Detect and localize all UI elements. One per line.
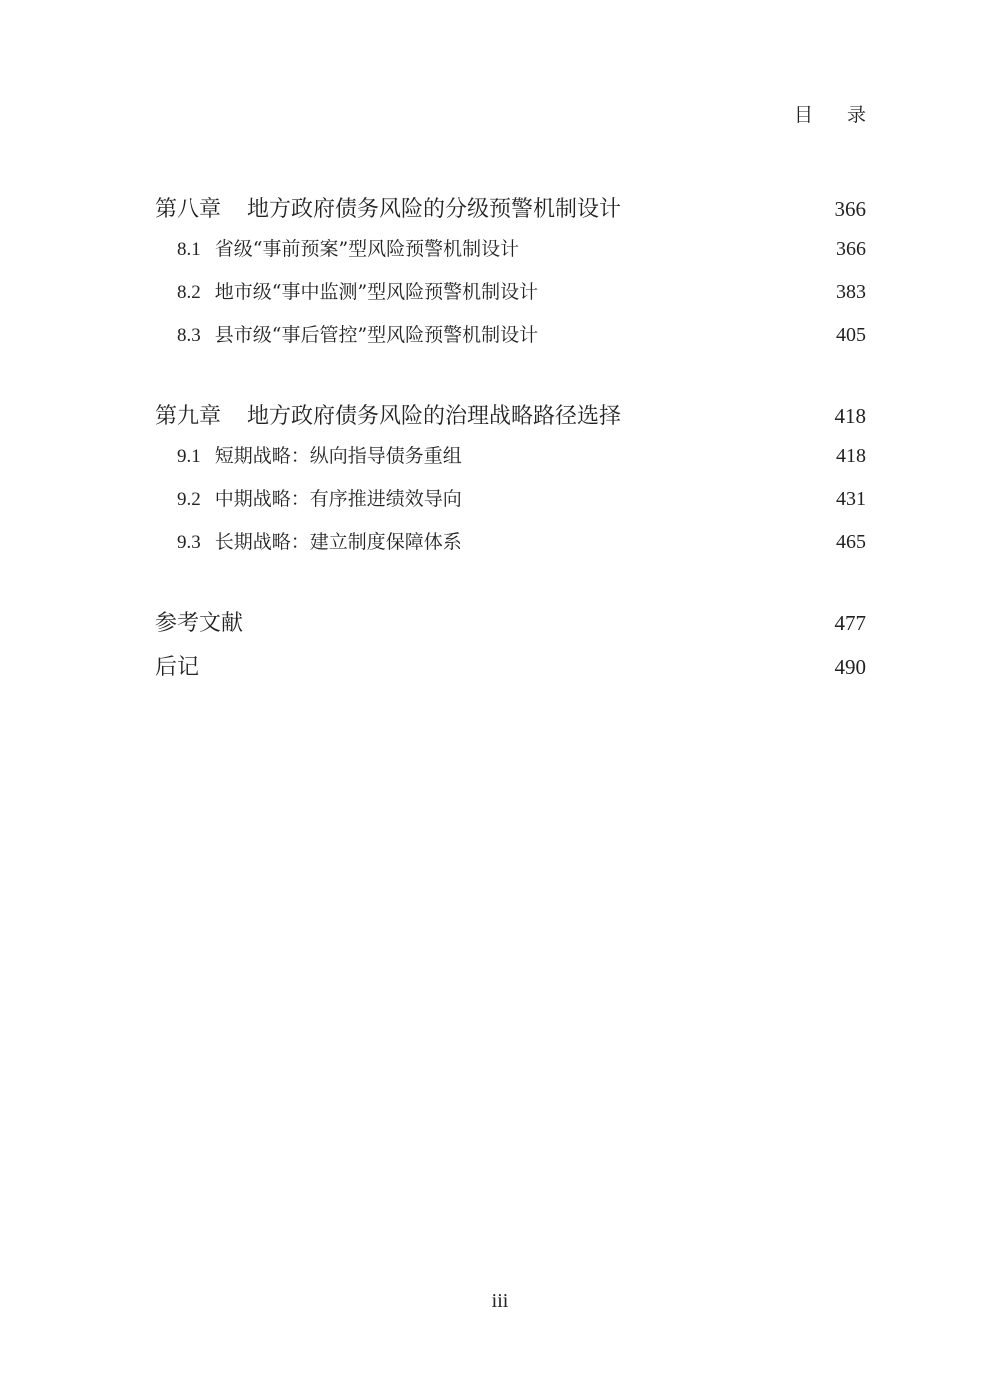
page-number: 366 bbox=[836, 238, 866, 260]
toc-section-entry[interactable] bbox=[155, 271, 866, 314]
toc-section-entry[interactable] bbox=[155, 478, 866, 521]
section-number: 8.1 bbox=[177, 239, 201, 260]
section-number: 9.2 bbox=[177, 489, 201, 510]
toc-section-entry[interactable] bbox=[155, 521, 866, 564]
page-number: 477 bbox=[834, 611, 866, 635]
toc-afterword-entry[interactable] bbox=[155, 648, 866, 686]
section-title: 短期战略：纵向指导债务重组 bbox=[214, 445, 462, 467]
toc-chapter-group bbox=[155, 397, 866, 564]
section-number: 8.3 bbox=[177, 325, 201, 346]
running-header: 目 录 bbox=[793, 104, 880, 126]
toc-section-entry[interactable] bbox=[155, 435, 866, 478]
section-title: 省级“事前预案”型风险预警机制设计 bbox=[214, 238, 520, 260]
toc-chapter-group bbox=[155, 190, 866, 357]
section-number: 9.3 bbox=[177, 532, 201, 553]
page-folio: iii bbox=[491, 1290, 509, 1312]
table-of-contents bbox=[155, 190, 866, 686]
section-title: 县市级“事后管控”型风险预警机制设计 bbox=[214, 324, 539, 346]
section-number: 8.2 bbox=[177, 282, 201, 303]
toc-chapter-entry[interactable] bbox=[155, 190, 866, 228]
page-number: 490 bbox=[834, 655, 866, 679]
toc-references-entry[interactable] bbox=[155, 604, 866, 642]
toc-chapter-entry[interactable] bbox=[155, 397, 866, 435]
chapter-title: 地方政府债务风险的分级预警机制设计 bbox=[247, 197, 622, 222]
page-number: 418 bbox=[834, 404, 866, 428]
page-number: 431 bbox=[836, 488, 866, 510]
toc-section-entry[interactable] bbox=[155, 228, 866, 271]
page-number: 418 bbox=[836, 445, 866, 467]
toc-section-entry[interactable] bbox=[155, 314, 866, 357]
references-title: 参考文献 bbox=[155, 611, 244, 636]
page-number: 465 bbox=[836, 531, 866, 553]
chapter-title: 地方政府债务风险的治理战略路径选择 bbox=[247, 404, 622, 429]
toc-back-matter bbox=[155, 604, 866, 686]
page-number: 405 bbox=[836, 324, 866, 346]
section-title: 中期战略：有序推进绩效导向 bbox=[214, 488, 462, 510]
chapter-number: 第九章 bbox=[155, 403, 222, 428]
section-title: 长期战略：建立制度保障体系 bbox=[214, 531, 462, 553]
afterword-title: 后记 bbox=[155, 655, 200, 680]
section-title: 地市级“事中监测”型风险预警机制设计 bbox=[214, 281, 539, 303]
section-number: 9.1 bbox=[177, 446, 201, 467]
page-number: 366 bbox=[834, 197, 866, 221]
chapter-number: 第八章 bbox=[155, 196, 222, 221]
page-number: 383 bbox=[836, 281, 866, 303]
